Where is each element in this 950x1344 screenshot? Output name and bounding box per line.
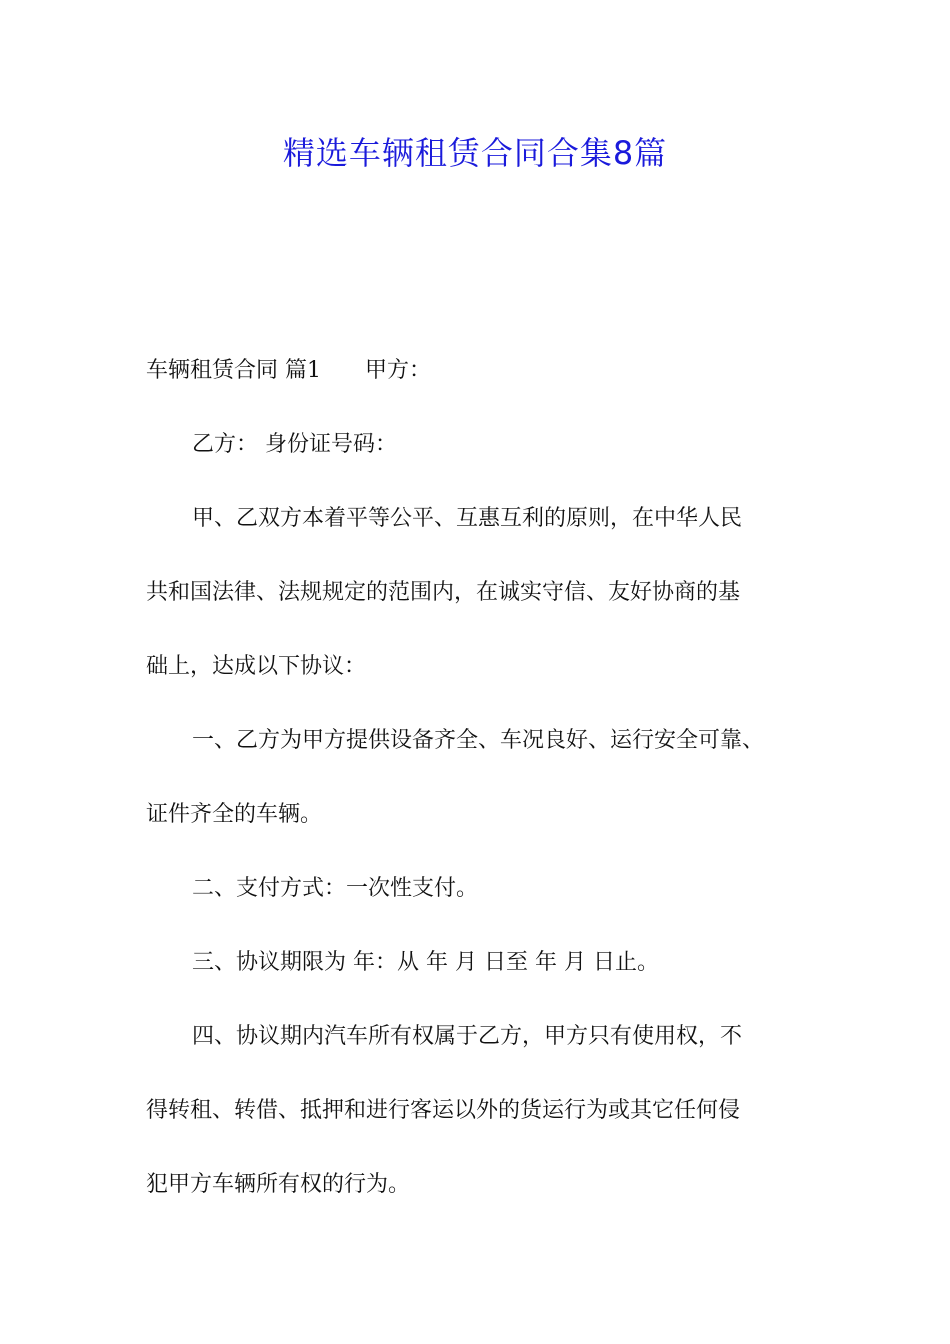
contract-heading: 车辆租赁合同 篇1 [146, 358, 321, 383]
document-body [146, 334, 816, 1222]
paragraph-line: 四、协议期内汽车所有权属于乙方，甲方只有使用权，不 [192, 1024, 743, 1049]
paragraph-line: 得转租、转借、抵押和进行客运以外的货运行为或其它任何侵 [146, 1098, 741, 1123]
paragraph-line: 础上，达成以下协议： [146, 654, 367, 679]
paragraph-line: 证件齐全的车辆。 [146, 802, 323, 827]
paragraph-line: 二、支付方式：一次性支付。 [192, 876, 479, 901]
paragraph-line: 犯甲方车辆所有权的行为。 [146, 1172, 411, 1197]
paragraph-line: 一、乙方为甲方提供设备齐全、车况良好、运行安全可靠、 [192, 728, 765, 753]
paragraph-line: 共和国法律、法规规定的范围内，在诚实守信、友好协商的基 [146, 580, 741, 605]
document-title: 精选车辆租赁合同合集8篇 [282, 134, 668, 172]
paragraph-line: 甲、乙双方本着平等公平、互惠互利的原则，在中华人民 [192, 506, 743, 531]
paragraph-line [146, 334, 816, 408]
party-a-label: 甲方： [365, 358, 432, 383]
paragraph-line: 三、协议期限为 年：从 年 月 日至 年 月 日止。 [192, 950, 659, 975]
paragraph-line: 乙方： 身份证号码： [192, 432, 397, 457]
